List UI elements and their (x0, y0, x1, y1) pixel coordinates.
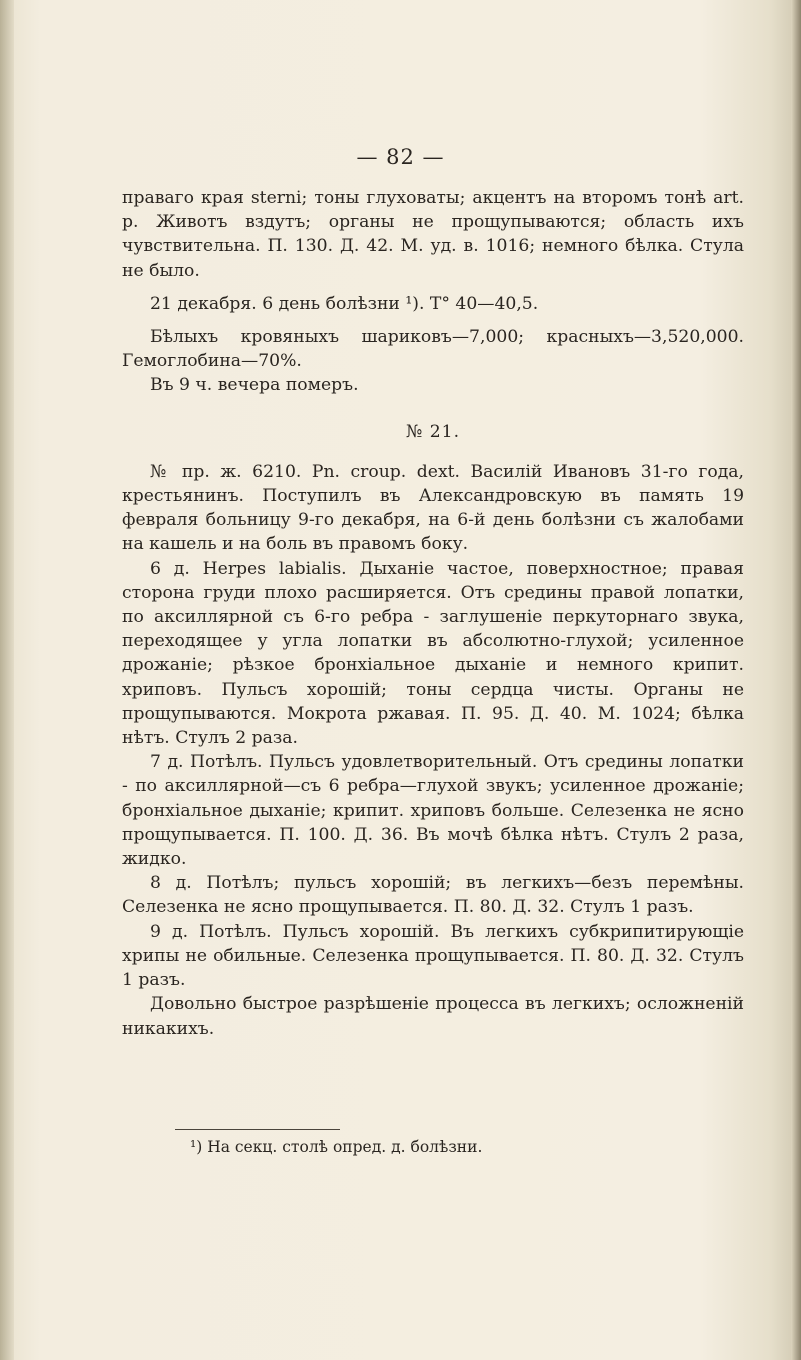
paragraph-death-note: Въ 9 ч. вечера померъ. (150, 375, 359, 396)
paragraph-day-6: 6 д. Herpes labialis. Дыханіе частое, поверхностное; правая сторона груди плохо расширяется. Отъ средины правой лопатки, по аксиллярной съ 6-го ребра - заглушеніе перкуторнаго звука, переходящее у угла лопатки въ абсолютно-глухой; усиленное дрожаніе; рѣзкое бронхіальное дыханіе и немного крипит. хриповъ. Пульсъ хорошій; тоны сердца чисты. Органы не прощупываются. Мокрота ржавая. П. 95. Д. 40. М. 1024; бѣлка нѣтъ. Стулъ 2 раза. (122, 558, 744, 749)
paragraph-day-8: 8 д. Потѣлъ; пульсъ хорошій; въ легкихъ—безъ перемѣны. Селезенка не ясно прощупывается. П. 80. Д. 32. Стулъ 1 разъ. (122, 873, 744, 918)
paragraph-day-9: 9 д. Потѣлъ. Пульсъ хорошій. Въ легкихъ субкрипитирующіе хрипы не обильные. Селезенка прощупывается. П. 80. Д. 32. Стулъ 1 разъ. (122, 921, 744, 991)
paragraph-blood-count: Бѣлыхъ кровяныхъ шариковъ—7,000; красныхъ—3,520,000. Гемоглобина—70%. (122, 327, 744, 372)
page-number: — 82 — (356, 145, 445, 169)
main-text (122, 186, 744, 1041)
paragraph-day-7: 7 д. Потѣлъ. Пульсъ удовлетворительный. Отъ средины лопатки - по аксиллярной—съ 6 ребра—глухой звукъ; усиленное дрожаніе; бронхіальное дыханіе; крипит. хриповъ больше. Селезенка не ясно прощупывается. П. 100. Д. 36. Въ мочѣ бѣлка нѣтъ. Стулъ 2 раза, жидко. (122, 752, 744, 870)
footnote: ¹) На секц. столѣ опред. д. болѣзни. (190, 1138, 483, 1156)
page-outer-edge (791, 0, 801, 1360)
paragraph-day-entry: 21 декабря. 6 день болѣзни ¹). T° 40—40,5. (150, 293, 539, 314)
page-binding-edge (0, 0, 14, 1360)
footnote-divider (175, 1129, 340, 1130)
paragraph-case-intro: № пр. ж. 6210. Pn. croup. dext. Василій Ивановъ 31-го года, крестьянинъ. Поступилъ въ Александровскую въ память 19 февраля больницу 9-го декабря, на 6-й день болѣзни съ жалобами на кашель и на боль въ правомъ боку. (122, 461, 744, 555)
paragraph-conclusion: Довольно быстрое разрѣшеніе процесса въ легкихъ; осложненій никакихъ. (122, 994, 744, 1039)
case-heading: № 21. (405, 421, 461, 442)
paragraph-continuation: праваго края sterni; тоны глуховаты; акцентъ на второмъ тонѣ art. p. Животъ вздутъ; органы не прощупываются; область ихъ чувствительна. П. 130. Д. 42. М. уд. в. 1016; немного бѣлка. Стула не было. (122, 188, 744, 281)
